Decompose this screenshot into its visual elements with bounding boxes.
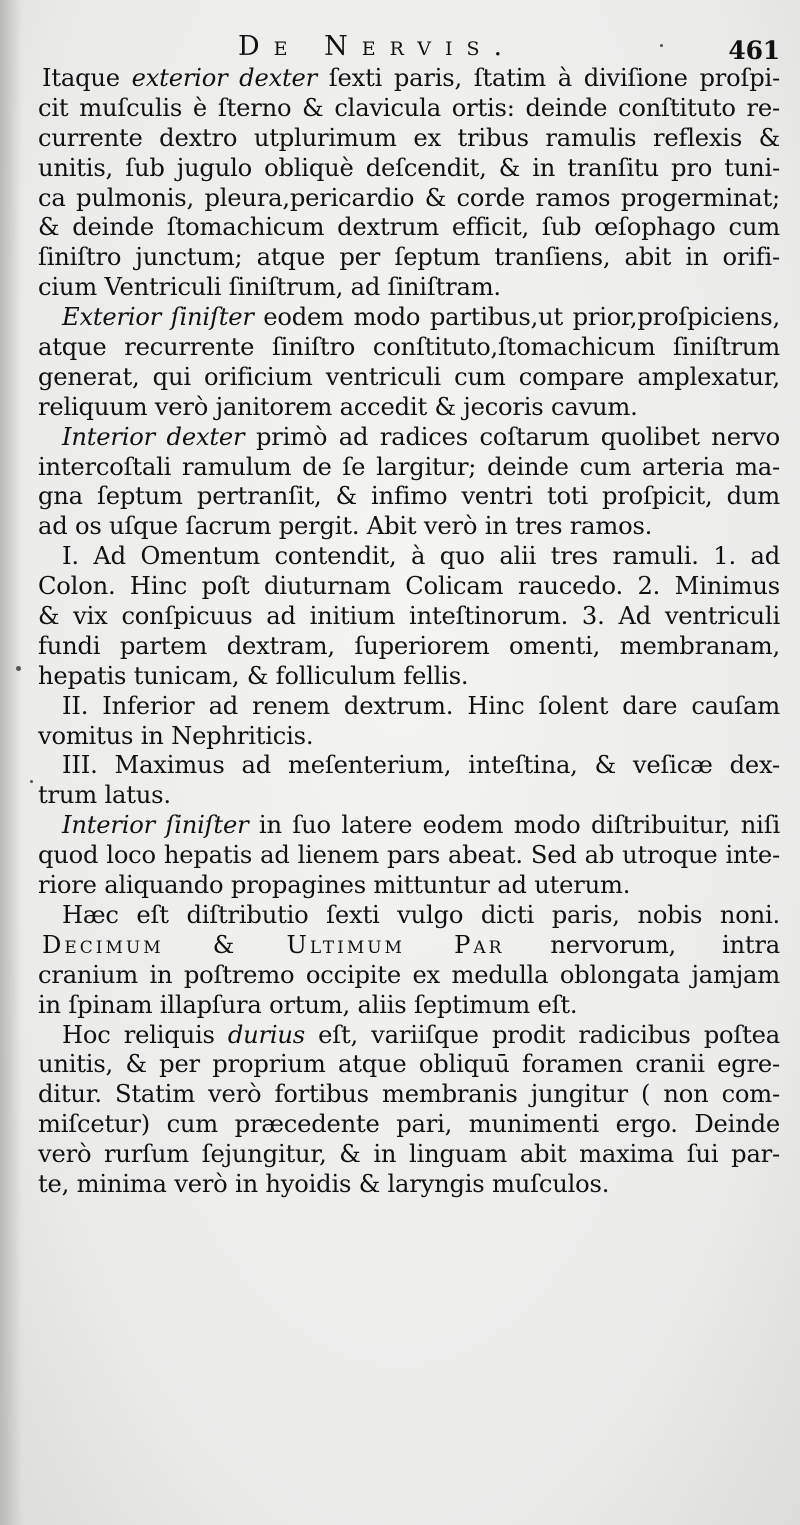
text-line: vomitus in Nephriticis. [38,721,314,750]
text-line: III. Maximus ad meſenterium, inteſtina, & veſicæ dex- [62,751,780,780]
text-line: I. Ad Omentum contendit, à quo alii tres ramuli. 1. ad [62,542,780,571]
text-line: & deinde ſtomachicum dextrum efficit, ſub œſophago cum [38,213,780,242]
text-line: miſcetur) cum præcedente pari, munimenti ergo. Deinde [38,1110,780,1139]
paragraph [38,751,780,811]
text-line: unitis, ſub jugulo obliquè deſcendit, & in tranſitu pro tuni- [38,153,780,182]
text-line: trum latus. [38,781,171,810]
text-line: quod loco hepatis ad lienem pars abeat. Sed ab utroque inte- [38,841,780,870]
text-line: reliquum verò janitorem accedit & jecoris cavum. [38,392,638,421]
text-line: cium Ventriculi ſiniſtrum, ad ſiniſtram. [38,273,501,302]
text-line: generat, qui orificium ventriculi cum compare amplexatur, [38,362,780,391]
text-line: hepatis tunicam, & folliculum fellis. [38,661,469,690]
text-column [38,32,780,1200]
text-line: ditur. Statim verò fortibus membranis jungitur ( non com- [38,1080,780,1109]
paragraph [38,64,780,303]
paragraph [38,303,780,423]
text-line: & vix conſpicuus ad initium inteſtinorum. 3. Ad ventriculi [38,602,780,631]
text-line: intercoſtali ramulum de ſe largitur; deinde cum arteria ma- [38,452,780,481]
page-number: 461 [728,36,780,65]
text-line: Hæc eſt diſtributio ſexti vulgo dicti paris, nobis noni. [62,900,780,929]
text-line: gna ſeptum pertranſit, & infimo ventri toti proſpicit, dum [38,482,780,511]
ink-speck [660,44,663,47]
text-line: ca pulmonis, pleura,pericardio & corde ramos progerminat; [38,183,780,212]
text-line: verò rurſum ſejungitur, & in linguam abit maxima ſui par- [38,1140,780,1169]
text-line: cranium in poſtremo occipite ex medulla oblongata jamjam [38,960,780,989]
page-gutter-shadow [0,0,22,1525]
paragraph [38,692,780,752]
text-line: in ſpinam illapſura ortum, aliis ſeptimum eſt. [38,990,578,1019]
running-head [38,31,780,65]
text-line: currente dextro utplurimum ex tribus ramulis reflexis & [38,123,780,152]
paragraph [38,901,780,931]
text-line: Colon. Hinc poſt diuturnam Colicam raucedo. 2. Minimus [38,572,780,601]
ink-speck [16,666,21,671]
text-line: ad os uſque ſacrum pergit. Abit verò in tres ramos. [38,512,653,541]
paragraph [38,1021,780,1200]
text-line: unitis, & per proprium atque obliquū foramen cranii egre- [38,1050,780,1079]
text-line: Interior dexter primò ad radices coſtarum quolibet nervo [62,422,780,451]
paragraph [38,542,780,691]
text-line: ſiniſtro junctum; atque per ſeptum tranſiens, abit in orifi- [38,243,780,272]
paragraph [38,811,780,901]
text-line: cit muſculis è ſterno & clavicula ortis: deinde conſtituto re- [38,93,780,122]
ink-speck [30,780,33,783]
text-line: Interior ſiniſter in ſuo latere eodem modo diſtribuitur, niſi [62,811,780,840]
paragraph [38,931,780,1021]
text-line: Hoc reliquis durius eſt, variiſque prodit radicibus poſtea [62,1020,780,1049]
text-line: Itaque exterior dexter ſexti paris, ſtatim à diviſione proſpi- [42,64,781,92]
text-line: riore aliquando propagines mittuntur ad uterum. [38,871,631,900]
text-line: fundi partem dextram, ſuperiorem omenti, membranam, [38,631,780,660]
text-line: atque recurrente ſiniſtro conſtituto,ſtomachicum ſiniſtrum [38,333,780,362]
paragraph [38,423,780,543]
text-line: te, minima verò in hyoidis & laryngis muſculos. [38,1169,610,1198]
text-line: Decimum & Ultimum Par nervorum, intra [42,930,780,959]
text-line: II. Inferior ad renem dextrum. Hinc ſolent dare cauſam [62,691,780,720]
text-line: Exterior ſiniſter eodem modo partibus,ut prior,proſpiciens, [62,303,780,332]
running-title: De Nervis. [238,31,517,62]
